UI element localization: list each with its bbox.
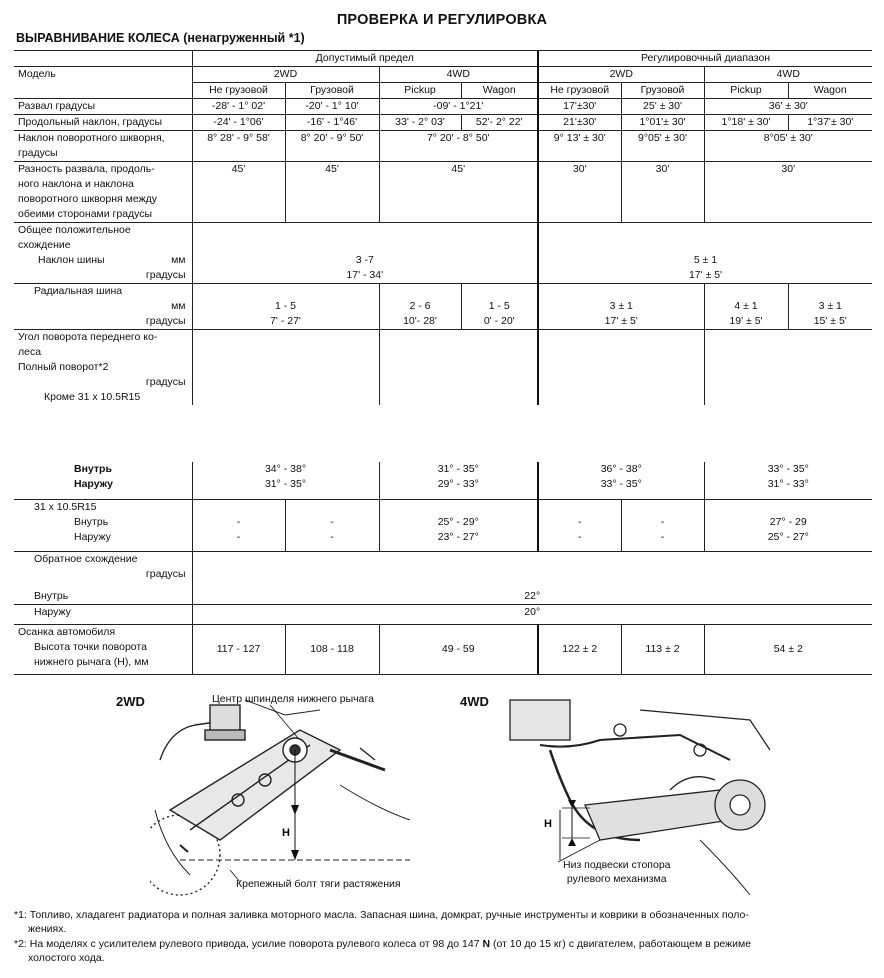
callout-steering-stopper: Низ подвески стопора рулевого механизма (563, 859, 671, 885)
drive-4wd-b: 4WD (704, 67, 872, 83)
table-row: градусы (14, 146, 872, 162)
table-row: Наружу 31° - 35° 29° - 33° 33° - 35° 31° - 33° (14, 477, 872, 499)
table-row: Наружу 20° (14, 604, 872, 624)
table-row: Обратное схождение (14, 552, 872, 568)
table-row: Разность развала, продоль- 45' 45' 45' 30' 30' 30' (14, 162, 872, 178)
table-row: Осанка автомобиля 117 - 127 108 - 118 49 - 59 122 ± 2 113 ± 2 54 ± 2 (14, 624, 872, 640)
h-label: H (544, 818, 552, 830)
header-row-type (14, 83, 872, 99)
diagram-2wd (150, 690, 420, 900)
type-noncargo: Не грузовой (538, 83, 621, 99)
diagram-4wd-title: 4WD (460, 694, 489, 709)
drive-2wd-a: 2WD (192, 67, 379, 83)
type-wagon: Wagon (461, 83, 538, 99)
alignment-spec-table: Допустимый предел Регулировочный диапазон Модель 2WD 4WD 2WD 4WD Не грузовой Грузовой Pickup Wagon Не грузовой Грузовой Pickup Wagon Развал градусы -28' - 1° 02' -20' - 1° 10' -09' - 1°21' 17'±30' 25' ± 30' 36' ± 30' Продольный наклон, градусы -24' - 1°06' -16' - 1°46' 33' - 2° 03' 52'- 2° 22' 21'±30' 1°01'± 30' 1°18' ± 30' 1°37'± 30' Наклон поворотного шкворня, 8° 28' - 9° 58' 8° 20' - 9° 50' 7° 20' - 8° 50' 9° 13' ± 30' 9°05' ± 30' 8°05' ± 30' градусы Разность развала, продоль- 45' 45' 45' 30' 30' 30' ного наклона и наклона поворотного шкворня между обеими сторонами градусы Общее положительное 3 -7 5 ± 1 схождение Наклон шины мм градусы 17' - 34' 17' ± 5' Радиальная шина 1 - 5 2 - 6 1 - 5 3 ± 1 4 ± 1 3 ± 1 мм градусы 7' - 27' 10'- 28' 0' - 20' 17' ± 5' 19' ± 5' 15' ± 5' Угол поворота переднего ко- леса Полный поворот*2 градусы Кроме 31 x 10.5R15 (14, 50, 872, 405)
model-label: Модель (18, 68, 56, 80)
type-cargo: Грузовой (285, 83, 379, 99)
table-row: Наружу - - 23° - 27° - - 25° - 27° (14, 530, 872, 552)
diagram-2wd-title: 2WD (116, 694, 145, 709)
header-row-drive (14, 67, 872, 83)
table-row: Внутрь 22° (14, 582, 872, 604)
type-cargo: Грузовой (621, 83, 704, 99)
h-label: H (282, 827, 290, 839)
type-wagon: Wagon (788, 83, 872, 99)
table-row: Внутрь 34° - 38° 31° - 35° 36° - 38° 33° - 35° (14, 462, 872, 477)
table-row: Радиальная шина 1 - 5 2 - 6 1 - 5 3 ± 1 4 ± 1 3 ± 1 (14, 284, 872, 300)
type-pickup: Pickup (704, 83, 788, 99)
drive-4wd-a: 4WD (379, 67, 538, 83)
callout-tension-rod-bolt: Крепежный болт тяги растяжения (236, 878, 401, 890)
table-row: Развал градусы -28' - 1° 02' -20' - 1° 10' -09' - 1°21' 17'±30' 25' ± 30' 36' ± 30' (14, 99, 872, 115)
table-row: градусы 7' - 27' 10'- 28' 0' - 20' 17' ± 5' 19' ± 5' 15' ± 5' (14, 314, 872, 330)
drive-2wd-b: 2WD (538, 67, 704, 83)
table-row: Угол поворота переднего ко- (14, 330, 872, 346)
table-row: 31 x 10.5R15 (14, 499, 872, 515)
section-title: ВЫРАВНИВАНИЕ КОЛЕСА (ненагруженный *1) (16, 31, 305, 45)
table-row: Внутрь - - 25° - 29° - - 27° - 29 (14, 515, 872, 530)
header-row-groups (14, 51, 872, 67)
footnote-2: *2: На моделях с усилителем рулевого привода, усилие поворота рулевого колеса от 98 до 147 N (от 10 до 15 кг) с двигателем, работающем в режиме холостого хода. (14, 938, 752, 964)
turning-angle-table: Внутрь 34° - 38° 31° - 35° 36° - 38° 33° - 35° Наружу 31° - 35° 29° - 33° 33° - 35° 31° - 33° 31 x 10.5R15 Внутрь - - 25° - 29° - - 27° - 29 Наружу - - 23° - 27° - - 25° - 27° Обратное схождение градусы Внутрь 22° Наружу 20° Осанка автомобиля 117 - 127 108 - 118 49 - 59 122 ± 2 113 ± 2 54 ± 2 Высота точки поворота нижнего рычага (H), мм (14, 462, 872, 675)
table-row: градусы 17' - 34' 17' ± 5' (14, 268, 872, 284)
table-row: Общее положительное 3 -7 5 ± 1 (14, 223, 872, 239)
group-allowed: Допустимый предел (192, 51, 538, 67)
table-row: Продольный наклон, градусы -24' - 1°06' -16' - 1°46' 33' - 2° 03' 52'- 2° 22' 21'±30' 1°01'± 30' 1°18' ± 30' 1°37'± 30' (14, 115, 872, 131)
group-adjust: Регулировочный диапазон (538, 51, 872, 67)
callout-spindle-center: Центр шпинделя нижнего рычага (212, 693, 374, 705)
type-noncargo: Не грузовой (192, 83, 285, 99)
table-row: Наклон поворотного шкворня, 8° 28' - 9° 58' 8° 20' - 9° 50' 7° 20' - 8° 50' 9° 13' ± 30' 9°05' ± 30' 8°05' ± 30' (14, 131, 872, 147)
page-title: ПРОВЕРКА И РЕГУЛИРОВКА (336, 12, 548, 28)
footnote-1: *1: Топливо, хладагент радиатора и полная заливка моторного масла. Запасная шина, домкрат, ручные инструменты и коврики в обозначенных поло- жениях. (14, 909, 749, 935)
type-pickup: Pickup (379, 83, 461, 99)
